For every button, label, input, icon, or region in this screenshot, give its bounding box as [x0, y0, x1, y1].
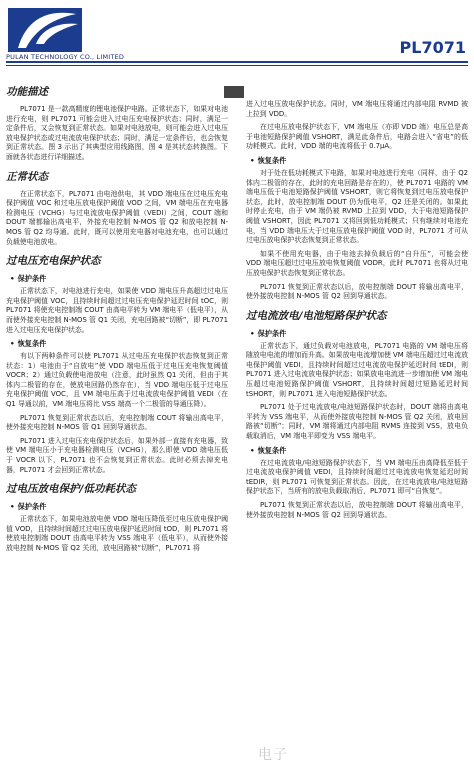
- paragraph: 在过电流放电/电池短路保护状态下，当 VM 端电压由高降低至低于过电流放电保护阈值 VEDI，且持续时间超过过电流放电恢复延迟时间 tEDIR，则 PL7071 可恢复到正常状态。因此，在过电流放电/电池短路保护状态下，当所有的放电负载取消后，PL7071 即可“自恢复”。: [246, 458, 468, 496]
- section-title-overcharge: 过电压充电保护状态: [6, 255, 101, 268]
- subheading: • 恢复条件: [250, 445, 287, 455]
- paragraph: 在正常状态下，PL7071 由电池供电，其 VDD 端电压在过电压充电保护阈值 VOC 和过电压放电保护阈值 VOD 之间，VM 端电压在充电器检测电压（VCHG）与过电流放电保护阈值（VEDI）之间，COUT 端和 DOUT 端都输出高电平，外接充电控制 N-MOS 管 Q2 和放电控制 N-MOS 管 Q2 均导通。此时，既可以使用充电器对电池充电，也可以通过负载使电池放电。: [6, 189, 228, 246]
- part-number: PL7071: [399, 38, 466, 57]
- paragraph: 有以下两种条件可以使 PL7071 从过电压充电保护状态恢复到正常状态：1）电池由于“自放电”使 VDD 端电压低于过电压充电恢复阈值 VOCR；2）通过负载使电池放电（注意，此时虽然 Q1 关闭，但由于其体内二极管的存在，使放电回路仍然存在），当 VDD 端电压低于过电压充电保护阈值 VOC，且 VM 端电压高于过电流放电保护阈值 VEDI（在 Q1 导通以前，VM 端电压将比 VSS 端高一个二极管的导通压降）。: [6, 352, 228, 409]
- section-title-overcurrent: 过电流放电/电池短路保护状态: [246, 309, 387, 322]
- header-rule: [6, 61, 468, 63]
- paragraph: PL7071 进入过电压充电保护状态后，如果外部一直接有充电器，致使 VM 端电压小于充电器检测电压（VCHG），那么即使 VDD 端电压低于 VOCR 以下，PL7071 也不会恢复到正常状态。此时必须去掉充电器，PL7071 才会回到正常状态。: [6, 436, 228, 474]
- company-name: PULAN TECHNOLOGY CO., LIMITED: [6, 53, 125, 61]
- subheading: • 恢复条件: [250, 155, 287, 165]
- subheading: • 保护条件: [10, 274, 47, 284]
- subheading: • 保护条件: [10, 502, 47, 512]
- subheading: • 保护条件: [250, 328, 287, 338]
- paragraph: 对于处在低功耗模式下电路，如果对电池进行充电（同样，由于 Q2 体内二极管的存在，此时的充电回路是存在的），使 PL7071 电路的 VM 端电压低于电池短路保护阈值 VSHORT，则它将恢复到过电压放电保护状态，此时，放电控制端 DOUT 仍为低电平，Q2 还是关闭的。如果此时停止充电，由于 VM 端仍被 RVMD 上拉到 VDD，大于电池短路保护阈值 VSHORT，因此 PL7071 又将回到低功耗模式；只有继续对电池充电，当 VDD 端电压大于过电压放电保护阈值 VOD 时，PL7071 才可从过电压放电保护状态恢复到正常状态。: [246, 168, 468, 245]
- right-column: [246, 100, 468, 524]
- paragraph: PL7071 恢复到正常状态以后，放电控制端 DOUT 将输出高电平，使外接放电控制 N-MOS 管 Q2 回到导通状态。: [246, 501, 468, 519]
- paragraph: 在过电压放电保护状态下，VM 端电压（亦即 VDD 端）电压总是高于电池短路保护阈值 VSHORT，满足此条件后，电路会进入“省电”的低功耗模式。此时，VDD 端的电流将低于 0.7μA。: [246, 123, 468, 151]
- section-title-normal: 正常状态: [6, 170, 48, 183]
- paragraph: 进入过电压放电保护状态。同时，VM 端电压将通过内部电阻 RVMD 被上拉到 VDD。: [246, 100, 468, 118]
- paragraph: 正常状态下，如果电池放电使 VDD 端电压降低至过电压放电保护阈值 VOD，且持续时间超过过电压放电保护延迟时间 tOD，则 PL7071 将使放电控制端 DOUT 由高电平转为 VSS 端电平（低电平），从而使外接放电控制 N-MOS 管 Q2 关闭，放电回路被“切断”，PL7071 将: [6, 515, 228, 552]
- paragraph: 正常状态下，对电池进行充电，如果使 VDD 端电压升高超过过电压充电保护阈值 VOC，且持续时间超过过电压充电保护延迟时间 tOC，则 PL7071 将使充电控制端 COUT 由高电平转为 VM 端电平（低电平），从而使外接充电控制 N-MOS 管 Q1 关闭，充电回路被“切断”，即 PL7071 进入过电压充电保护状态。: [6, 287, 228, 334]
- company-logo: [6, 4, 84, 54]
- section-title-function: 功能描述: [6, 86, 48, 98]
- paragraph: PL7071 恢复到正常状态以后，充电控制端 COUT 将输出高电平，使外接充电控制 N-MOS 管 Q1 回到导通状态。: [6, 413, 228, 432]
- left-column: [6, 78, 228, 558]
- watermark: 电子: [258, 747, 288, 763]
- paragraph: 正常状态下，通过负载对电池放电，PL7071 电路的 VM 端电压将随放电电流的增加而升高。如果放电电流增加使 VM 端电压超过过电流放电保护阈值 VEDI，且持续时间超过过电流放电保护延迟时间 tEDI，则 PL7071 进入过电流放电保护状态；如果放电电流进一步增加使 VM 端电压超过电池短路保护阈值 VSHORT，且持续时间超过短路延迟时间 tSHORT，则 PL7071 进入电池短路保护状态。: [246, 341, 468, 398]
- paragraph: PL7071 恢复到正常状态以后，放电控制端 DOUT 将输出高电平，使外接放电控制 N-MOS 管 Q2 回到导通状态。: [246, 282, 468, 301]
- paragraph: 如果不使用充电器，由于电池去掉负载后的“自升压”，可能会使 VDD 端电压超过过电压放电恢复阈值 VODR，此时 PL7071 也将从过电压放电保护状态恢复到正常状态。: [246, 249, 468, 277]
- paragraph: PL7071 是一款高精度的锂电池保护电路。正常状态下，如果对电池进行充电，则 PL7071 可能会进入过电压充电保护状态；同时，满足一定条件后，又会恢复到正常状态。如果对电池放电，则可能会进入过电压放电保护状态或过电流放电保护状态；同时，满足一定条件后，也会恢复到正常状态。图 3 示出了其典型应用线路图，图 4 是其状态转换图。下面就各状态进行详细描述。: [6, 105, 228, 161]
- paragraph: PL7071 处于过电流放电/电池短路保护状态时，DOUT 端将由高电平转为 VSS 端电平，从而使外接放电控制 N-MOS 管 Q2 关闭，放电回路被“切断”；同时，VM 端将通过内部电阻 RVMS 连接到 VSS，放电负载取消后，VM 端电平即变为 VSS 端电平。: [246, 403, 468, 441]
- header-rule-thin: [6, 65, 468, 66]
- section-title-overdischarge: 过电压放电保护/低功耗状态: [6, 483, 136, 496]
- subheading: • 恢复条件: [10, 339, 47, 349]
